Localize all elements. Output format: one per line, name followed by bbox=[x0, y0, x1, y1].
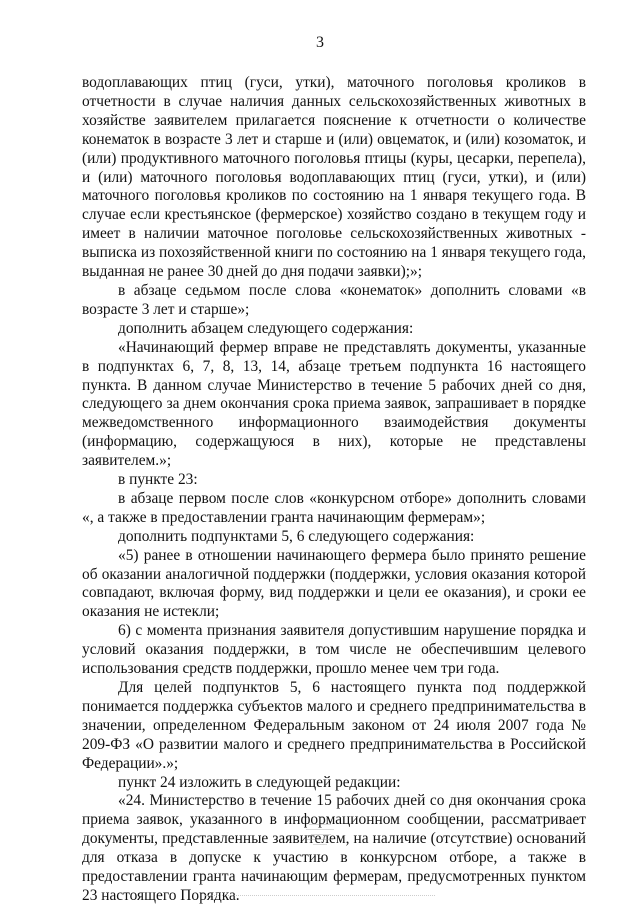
scan-edge-marks bbox=[205, 895, 435, 898]
paragraph: Для целей подпунктов 5, 6 настоящего пункта под поддержкой понимается поддержка субъектов малого и среднего предпринимательства в значении, определенном Федеральным законом от 24 июля 2007 года № 209-ФЗ «О развитии малого и среднего предпринимательства в Российской Федерации».»; bbox=[82, 679, 586, 772]
paragraph: «5) ранее в отношении начинающего фермера было принято решение об оказании аналогичной поддержки (поддержки, условия оказания которой совпадают, включая форму, вид поддержки и цели ее оказания), и сроки ее оказания не истекли; bbox=[82, 546, 586, 621]
faint-stamp-mark bbox=[303, 820, 339, 848]
paragraph: в абзаце седьмом после слова «конематок» дополнить словами «в возрасте 3 лет и старше»; bbox=[82, 281, 586, 318]
page-number: 3 bbox=[316, 34, 324, 51]
paragraph: пункт 24 изложить в следующей редакции: bbox=[118, 773, 401, 791]
paragraph: дополнить абзацем следующего содержания: bbox=[118, 319, 414, 337]
paragraph: дополнить подпунктами 5, 6 следующего содержания: bbox=[118, 527, 475, 545]
paragraph: «Начинающий фермер вправе не представлять документы, указанные в подпунктах 6, 7, 8, 13, 14, абзаце третьем подпункта 16 настоящего пункта. В данном случае Министерство в течение 5 рабочих дней со дня, следующего за днем окончания срока приема заявок, запрашивает в порядке межведомственного информационного взаимодействия документы (информацию, содержащуюся в них), которые не представлены заявителем.»; bbox=[82, 338, 586, 470]
paragraph-continuation: водоплавающих птиц (гуси, утки), маточного поголовья кроликов в отчетности в случае наличия данных сельскохозяйственных животных в хозяйстве заявителем прилагается пояснение к отчетности о количестве конематок в возрасте 3 лет и старше и (или) овцематок, и (или) козоматок, и (или) продуктивного маточного поголовья птицы (куры, цесарки, перепела), и (или) маточного поголовья водоплавающих птиц (гуси, утки), и (или) маточного поголовья кроликов по состоянию на 1 января текущего года. В случае если крестьянское (фермерское) хозяйство создано в текущем году и имеет в наличии маточное поголовье сельскохозяйственных животных - выписка из похозяйственной книги по состоянию на 1 января текущего года, выданная не ранее 30 дней до дня подачи заявки);»; bbox=[82, 74, 586, 281]
paragraph: в пункте 23: bbox=[118, 471, 198, 489]
paragraph: «24. Министерство в течение 15 рабочих дней со дня окончания срока приема заявок, указанного в информационном сообщении, рассматривает документы, представленные заявителем, на наличие (отсутствие) оснований для отказа в допуске к участию в конкурсном отборе, а также в предоставлении гранта начинающим фермерам, предусмотренных пунктом 23 настоящего Порядка. bbox=[82, 792, 586, 904]
document-body bbox=[82, 74, 586, 906]
paragraph: 6) с момента признания заявителя допустившим нарушение порядка и условий оказания поддержки, в том числе не обеспечившим целевого использования средств поддержки, прошло менее чем три года. bbox=[82, 622, 586, 678]
paragraph: в абзаце первом после слов «конкурсном отборе» дополнить словами «, а также в предоставлении гранта начинающим фермерам»; bbox=[82, 489, 586, 526]
